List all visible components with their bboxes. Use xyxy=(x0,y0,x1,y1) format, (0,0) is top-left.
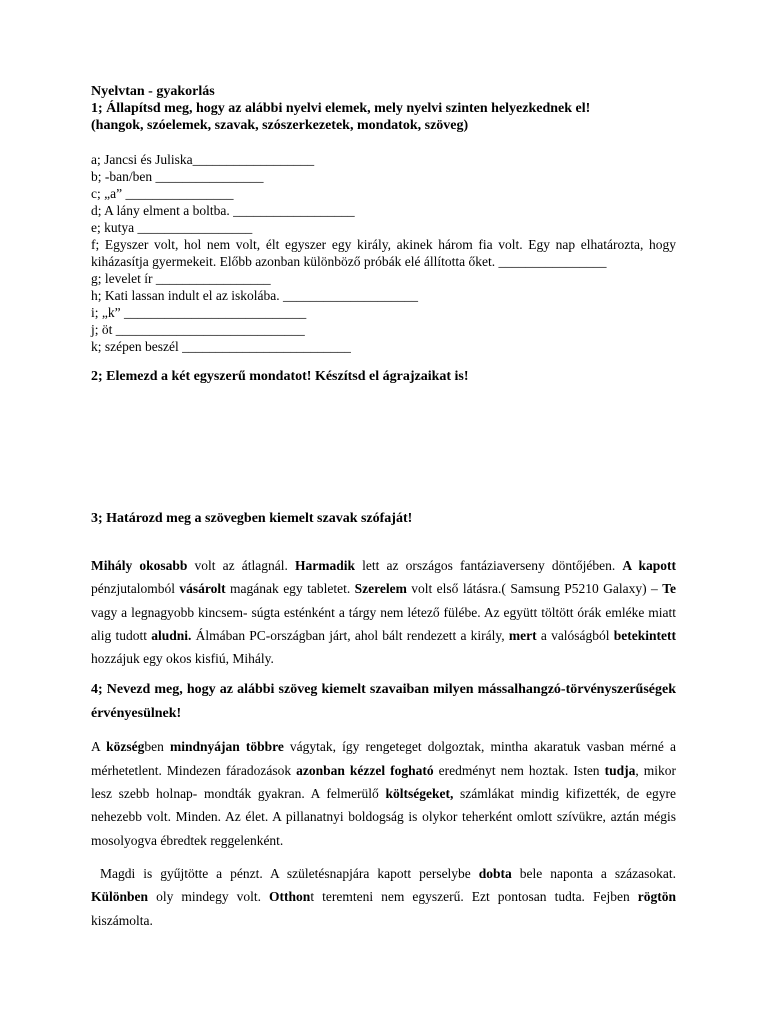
list-item: d; A lány elment a boltba. __________________ xyxy=(91,203,355,218)
list-item: j; öt ____________________________ xyxy=(91,322,305,337)
text-run: volt az átlagnál. xyxy=(187,558,296,573)
highlighted-word: tudja xyxy=(604,762,636,778)
text-run: magának egy tabletet. xyxy=(225,581,355,597)
highlighted-word: költségeket, xyxy=(385,786,454,802)
list-item: i; „k” ___________________________ xyxy=(91,305,307,320)
list-item: f; Egyszer volt, hol nem volt, élt egyszer egy király, akinek három fia volt. Egy nap elhatározta, hogy kiházasítja gyermekeit. Előbb azonban különböző próbák elé állította őket. ________________ xyxy=(91,237,676,269)
list-item: b; -ban/ben ________________ xyxy=(91,169,264,184)
text-run: t teremteni nem egyszerű. Ezt pontosan tudta. Fejben xyxy=(310,889,638,905)
highlighted-word: Otthon xyxy=(269,889,311,905)
text-run: számlákat mindig kifizették, de egyre nehezebb volt. Minden. Az élet. A pillanatnyi boldogság is olykor teherként omlott szívükre, aztán mégis mosolyogva ébredtek reggelenként. xyxy=(91,786,676,848)
document-page xyxy=(91,83,676,932)
text-run: hozzájuk egy okos kisfiú, Mihály. xyxy=(91,651,274,667)
highlighted-word: betekintett xyxy=(613,627,677,643)
highlighted-word: dobta xyxy=(478,865,512,881)
text-run: Álmában PC-országban járt, ahol bált rendezett a király, xyxy=(191,627,509,643)
text-run: Magdi is gyűjtötte a pénzt. A születésnapjára kapott perselybe xyxy=(100,865,479,881)
highlighted-word: mindnyájan többre xyxy=(169,739,284,755)
text-run: vágytak, így rengeteget dolgoztak, mintha akaratuk vasban mérné a mérhetetlent. Mindezen fáradozások xyxy=(91,739,676,778)
text-run: ben xyxy=(144,739,170,755)
document-title: Nyelvtan - gyakorlás xyxy=(91,84,215,99)
highlighted-word: aludni. xyxy=(151,627,192,643)
list-item: c; „a” ________________ xyxy=(91,186,234,201)
text-run: volt első látásra.( Samsung P5210 Galaxy) – xyxy=(406,581,663,597)
highlighted-word: Te xyxy=(662,581,676,597)
text-run: , mikor lesz szebb holnap- mondták gyakran. A felmerülő xyxy=(91,762,677,802)
highlighted-word: vásárolt xyxy=(179,581,226,597)
highlighted-word: rögtön xyxy=(637,889,676,905)
task-4-heading: 4; Nevezd meg, hogy az alábbi szöveg kiemelt szavaiban milyen mássalhangzó-törvényszerűségek érvényesülnek! xyxy=(91,682,676,721)
highlighted-word: Mihály okosabb xyxy=(91,558,188,573)
text-run: a valóságból xyxy=(536,627,614,643)
text-run: vagy a legnagyobb kincsem- súgta esténként a tárgy nem létező fülébe. Az együtt töltött órák emléke miatt alig tudott xyxy=(91,604,676,643)
text-run: bele naponta a százasokat. xyxy=(511,865,676,881)
list-item: e; kutya _________________ xyxy=(91,220,253,235)
task-4-paragraph-2 xyxy=(91,862,676,932)
task-1-list xyxy=(91,151,676,355)
highlighted-word: Szerelem xyxy=(354,581,407,597)
list-item: a; Jancsi és Juliska__________________ xyxy=(91,152,315,167)
text-run: oly mindegy volt. xyxy=(148,889,270,905)
highlighted-word: község xyxy=(106,739,145,755)
text-run: pénzjutalomból xyxy=(91,581,180,597)
text-run: A xyxy=(91,739,107,755)
task-1-heading: 1; Állapítsd meg, hogy az alábbi nyelvi elemek, mely nyelvi szinten helyezkednek el! xyxy=(91,101,591,116)
list-item: h; Kati lassan indult el az iskolába. ____________________ xyxy=(91,288,418,303)
task-2-heading: 2; Elemezd a két egyszerű mondatot! Készítsd el ágrajzaikat is! xyxy=(91,369,469,384)
task-3-paragraph xyxy=(91,554,676,670)
task-4-paragraph-1 xyxy=(91,735,676,851)
highlighted-word: A kapott xyxy=(622,558,677,573)
highlighted-word: mert xyxy=(508,627,537,643)
list-item: k; szépen beszél _________________________ xyxy=(91,339,351,354)
text-run: eredményt nem hoztak. Isten xyxy=(433,762,605,778)
highlighted-word: Harmadik xyxy=(295,558,356,573)
list-item: g; levelet ír _________________ xyxy=(91,271,271,286)
highlighted-word: azonban kézzel fogható xyxy=(296,762,434,778)
highlighted-word: Különben xyxy=(91,889,149,905)
text-run: lett az országos fantáziaverseny döntőjében. xyxy=(355,558,623,573)
task-1-subheading: (hangok, szóelemek, szavak, szószerkezetek, mondatok, szöveg) xyxy=(91,118,469,133)
text-run: kiszámolta. xyxy=(91,912,153,928)
task-3-heading: 3; Határozd meg a szövegben kiemelt szavak szófaját! xyxy=(91,511,413,526)
